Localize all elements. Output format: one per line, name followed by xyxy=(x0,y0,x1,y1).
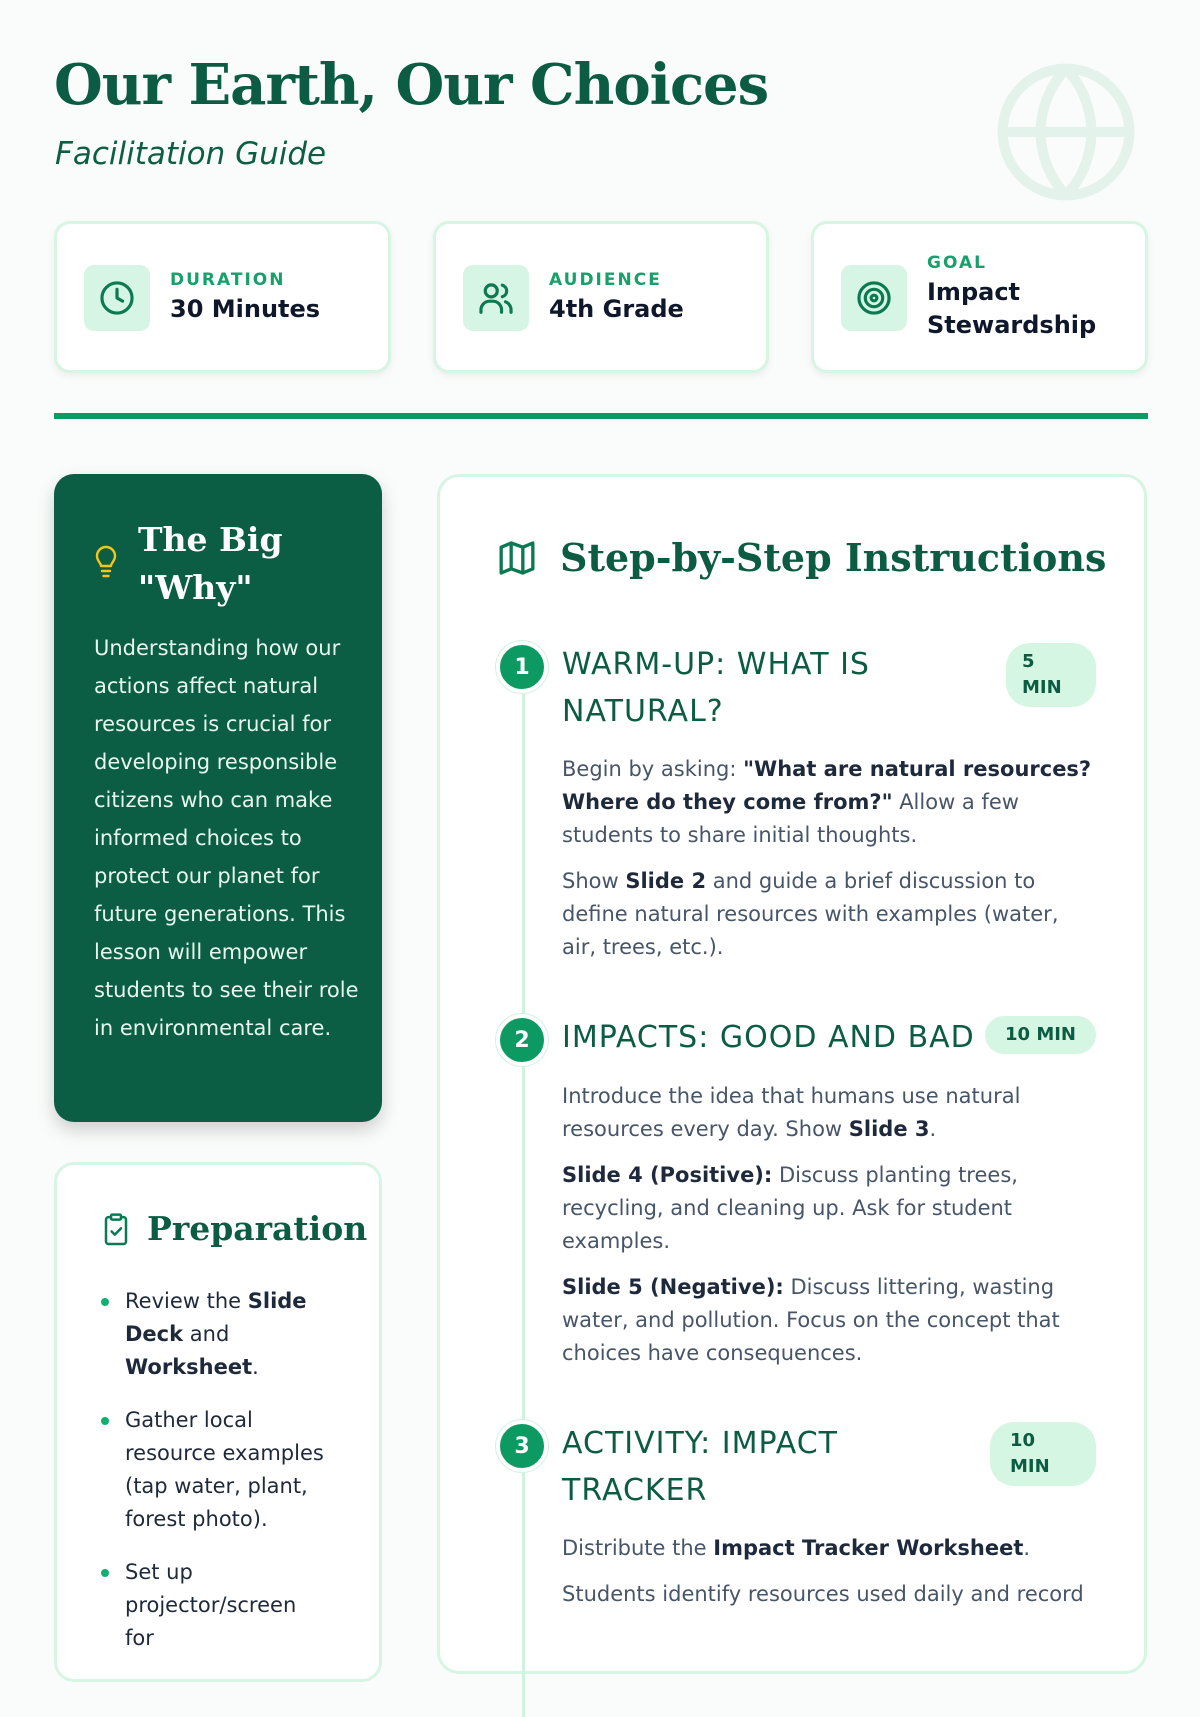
step-body xyxy=(562,1532,1096,1624)
big-why-card xyxy=(54,474,382,1122)
info-label: AUDIENCE xyxy=(549,269,662,290)
globe-icon xyxy=(990,56,1142,208)
preparation-list xyxy=(101,1285,331,1675)
step-paragraph: Introduce the idea that humans use natural resources every day. Show Slide 3. xyxy=(562,1084,1021,1141)
info-value: 4th Grade xyxy=(549,294,684,323)
preparation-card xyxy=(54,1162,382,1682)
time-badge: 10 MIN xyxy=(990,1422,1096,1486)
target-icon xyxy=(841,265,907,331)
time-badge: 10 MIN xyxy=(985,1016,1096,1054)
bullet-dot xyxy=(101,1298,109,1306)
lightbulb-icon xyxy=(94,546,118,580)
step-number: 2 xyxy=(496,1014,548,1066)
step-2 xyxy=(496,1014,1096,1374)
step-body xyxy=(562,1080,1096,1383)
step-number: 3 xyxy=(496,1420,548,1472)
clipboard-check-icon xyxy=(101,1212,131,1246)
steps-title: Step-by-Step Instructions xyxy=(560,535,1107,580)
step-title: ACTIVITY: IMPACT TRACKER xyxy=(562,1426,838,1508)
page-subtitle: Facilitation Guide xyxy=(55,136,327,172)
steps-card xyxy=(437,474,1147,1674)
step-paragraph: Slide 5 (Negative): Discuss littering, wasting water, and pollution. Focus on the concept that choices have consequences. xyxy=(562,1275,1060,1365)
info-value: 30 Minutes xyxy=(170,294,321,323)
preparation-title: Preparation xyxy=(147,1209,368,1248)
page-title: Our Earth, Our Choices xyxy=(54,52,769,118)
info-card-duration xyxy=(54,221,391,373)
list-item: Set up projector/screen for xyxy=(101,1556,331,1655)
step-paragraph: Students identify resources used daily and record xyxy=(562,1582,1084,1606)
map-icon xyxy=(496,538,538,578)
list-item: Gather local resource examples (tap water, plant, forest photo). xyxy=(101,1404,331,1536)
big-why-title: The Big "Why" xyxy=(138,520,283,607)
info-card-goal xyxy=(811,221,1148,373)
info-card-audience xyxy=(433,221,769,373)
big-why-body: Understanding how our actions affect natural resources is crucial for developing responsible citizens who can make informed choices to protect our planet for future generations. This lesson will empower students to see their role in environmental care. xyxy=(94,636,359,1040)
time-badge: 5 MIN xyxy=(1006,643,1096,707)
step-paragraph: Show Slide 2 and guide a brief discussion to define natural resources with examples (water, air, trees, etc.). xyxy=(562,869,1059,959)
info-value: Impact Stewardship xyxy=(927,278,1097,339)
step-paragraph: Slide 4 (Positive): Discuss planting trees, recycling, and cleaning up. Ask for student examples. xyxy=(562,1163,1018,1253)
step-paragraph: Begin by asking: "What are natural resources? Where do they come from?" Allow a few students to share initial thoughts. xyxy=(562,757,1092,847)
info-label: DURATION xyxy=(170,269,286,290)
list-item: Review the Slide Deck and Worksheet. xyxy=(101,1285,331,1384)
info-label: GOAL xyxy=(927,253,987,273)
users-icon xyxy=(463,265,529,331)
step-1 xyxy=(496,641,1096,971)
bullet-dot xyxy=(101,1417,109,1425)
step-3 xyxy=(496,1420,1096,1680)
step-title: WARM-UP: WHAT IS NATURAL? xyxy=(562,647,870,729)
bullet-dot xyxy=(101,1569,109,1577)
step-title: IMPACTS: GOOD AND BAD xyxy=(562,1020,975,1055)
step-body xyxy=(562,753,1096,977)
clock-icon xyxy=(84,265,150,331)
step-number: 1 xyxy=(496,641,548,693)
section-divider xyxy=(54,413,1148,419)
step-paragraph: Distribute the Impact Tracker Worksheet. xyxy=(562,1536,1031,1560)
